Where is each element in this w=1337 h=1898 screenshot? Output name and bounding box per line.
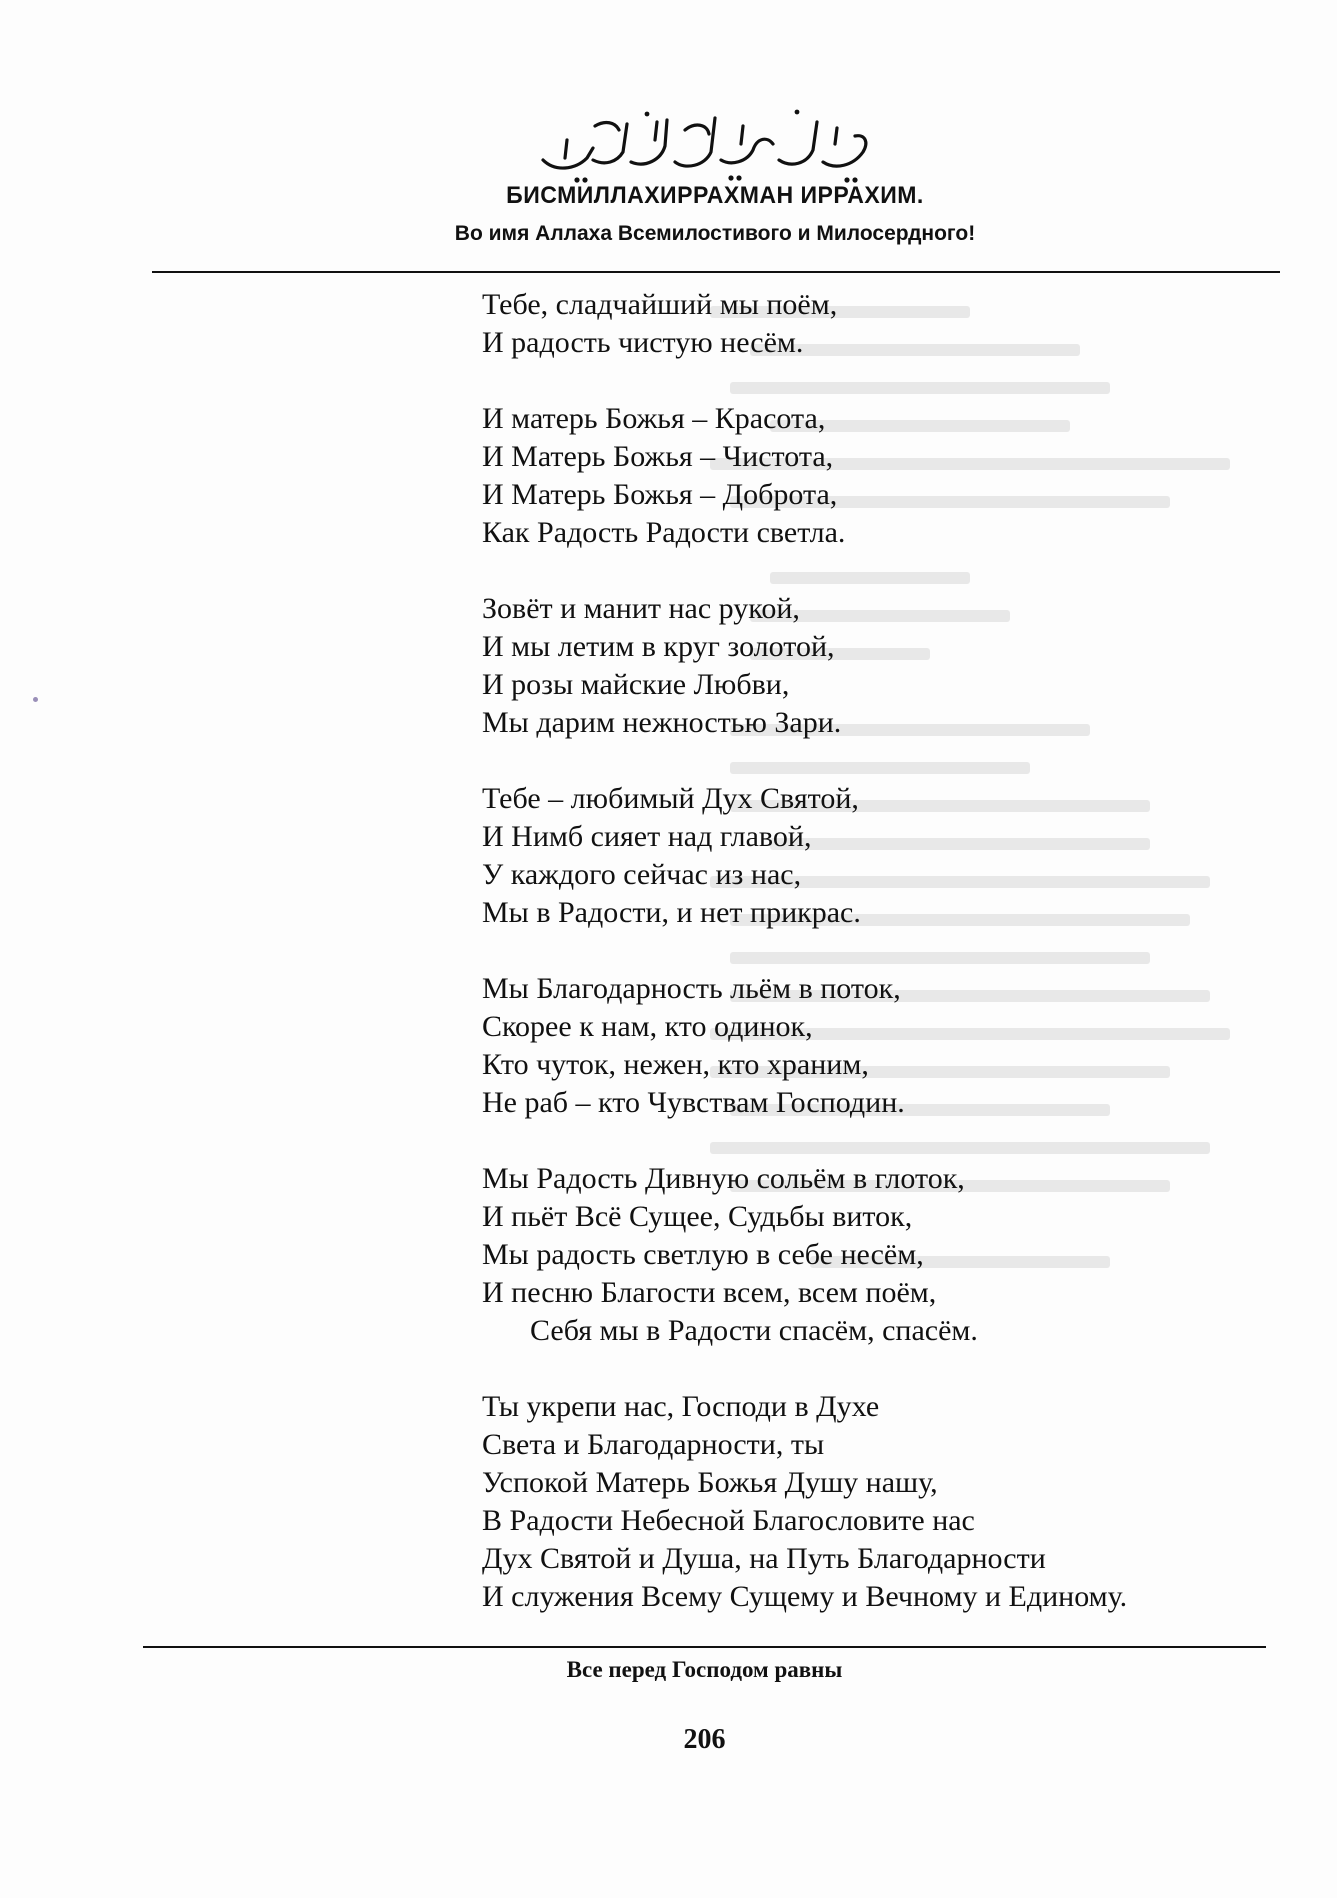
running-footer-title: Все перед Господом равны: [566, 1657, 843, 1682]
poem-line: Кто чуток, нежен, кто храним,: [482, 1048, 869, 1081]
poem-body: [482, 286, 1127, 1654]
header-title: БИСМИЛЛАХИРРАХМАН ИРРАХИМ.: [506, 182, 924, 209]
stanza: [482, 780, 1127, 932]
poem-line: Себя мы в Радости спасём, спасём.: [530, 1314, 978, 1347]
poem-line: Скорее к нам, кто одинок,: [482, 1010, 813, 1043]
poem-line: И розы майские Любви,: [482, 668, 790, 701]
scan-artifact-dot: [33, 697, 38, 702]
poem-line: Мы в Радости, и нет прикрас.: [482, 896, 861, 929]
poem-line: Успокой Матерь Божья Душу нашу,: [482, 1466, 938, 1499]
poem-line: Дух Святой и Душа, на Путь Благодарности: [482, 1542, 1046, 1575]
poem-line: Зовёт и манит нас рукой,: [482, 592, 800, 625]
poem-line: Не раб – кто Чувствам Господин.: [482, 1086, 905, 1119]
poem-line: Как Радость Радости светла.: [482, 516, 846, 549]
poem-line: В Радости Небесной Благословите нас: [482, 1504, 975, 1537]
poem-line: И песню Благости всем, всем поём,: [482, 1276, 937, 1309]
header-subtitle: Во имя Аллаха Всемилостивого и Милосердного!: [454, 222, 976, 245]
stanza: [482, 286, 1127, 362]
poem-line: Мы дарим нежностью Зари.: [482, 706, 842, 739]
stanza: [482, 970, 1127, 1122]
footer-divider: [143, 1646, 1266, 1648]
poem-line: Мы Благодарность льём в поток,: [482, 972, 901, 1005]
poem-line: И радость чистую несём.: [482, 326, 804, 359]
header-divider: [152, 271, 1280, 273]
poem-line: И пьёт Всё Сущее, Судьбы виток,: [482, 1200, 913, 1233]
stanza: [482, 1160, 1127, 1350]
poem-line: И Матерь Божья – Доброта,: [482, 478, 838, 511]
page-number: 206: [683, 1724, 726, 1755]
poem-line: И Матерь Божья – Чистота,: [482, 440, 834, 473]
poem-line: И Нимб сияет над главой,: [482, 820, 812, 853]
poem-line: Ты укрепи нас, Господи в Духе: [482, 1390, 880, 1423]
poem-line: Тебе, сладчайший мы поём,: [482, 288, 838, 321]
poem-line: Света и Благодарности, ты: [482, 1428, 825, 1461]
poem-line: Мы радость светлую в себе несём,: [482, 1238, 924, 1271]
stanza: [482, 590, 1127, 742]
bismillah-calligraphy: [535, 100, 875, 190]
poem-line: И матерь Божья – Красота,: [482, 402, 826, 435]
poem-line: У каждого сейчас из нас,: [482, 858, 802, 891]
stanza: [482, 400, 1127, 552]
poem-line: Тебе – любимый Дух Святой,: [482, 782, 859, 815]
poem-line: Мы Радость Дивную сольём в глоток,: [482, 1162, 965, 1195]
poem-line: И мы летим в круг золотой,: [482, 630, 835, 663]
stanza: [482, 1388, 1127, 1616]
poem-line: И служения Всему Сущему и Вечному и Единому.: [482, 1580, 1128, 1613]
